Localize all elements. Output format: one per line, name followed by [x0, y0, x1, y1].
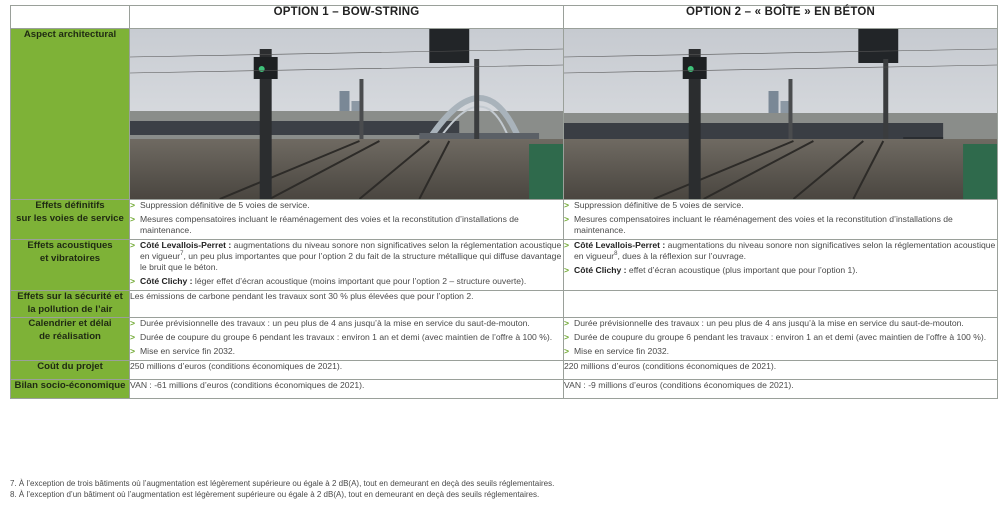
list-item: > Suppression définitive de 5 voies de service. — [130, 200, 310, 210]
comparison-table — [10, 5, 998, 399]
row-label-cout: Coût du projet — [11, 360, 130, 379]
bilan-option2: VAN : -9 millions d’euros (conditions économiques de 2021). — [564, 379, 998, 398]
header-row — [11, 6, 998, 29]
row-voies — [11, 200, 998, 240]
chevron-right-icon: > — [130, 214, 136, 224]
bilan-option1: VAN : -61 millions d’euros (conditions économiques de 2021). — [130, 379, 564, 398]
list-item: > Suppression définitive de 5 voies de service. — [564, 200, 744, 210]
row-label-bilan: Bilan socio-économique — [11, 379, 130, 398]
voies-option2 — [564, 200, 998, 240]
securite-option2 — [564, 291, 998, 318]
cout-option1: 250 millions d’euros (conditions économiques de 2021). — [130, 360, 564, 379]
row-aspect — [11, 29, 998, 200]
acoustique-option1 — [130, 240, 564, 291]
chevron-right-icon: > — [564, 200, 570, 210]
list-item: > Côté Clichy : léger effet d’écran acoustique (moins important que pour l’option 2 – structure ouverte). — [130, 276, 527, 286]
chevron-right-icon: > — [564, 345, 570, 356]
option2-header: OPTION 2 – « BOÎTE » EN BÉTON — [564, 6, 998, 29]
row-label-securite: Effets sur la sécurité et la pollution de l’air — [11, 291, 130, 318]
option1-render-image — [130, 29, 564, 200]
bowstring-bridge-image — [130, 29, 563, 199]
row-bilan — [11, 379, 998, 398]
list-item: > Mesures compensatoires incluant le réaménagement des voies et la reconstitution d’installations de maintenance. — [564, 214, 953, 235]
concrete-box-bridge-image — [564, 29, 997, 199]
row-label-acoustique: Effets acoustiques et vibratoires — [11, 240, 130, 291]
footnote-7: 7. À l’exception de trois bâtiments où l’augmentation est légèrement supérieure ou égale à 2 dB(A), tout en demeurant en deçà des seuils réglementaires. — [10, 479, 555, 488]
option1-header: OPTION 1 – BOW-STRING — [130, 6, 564, 29]
chevron-right-icon: > — [564, 317, 570, 328]
list-item: > Mise en service fin 2032. — [564, 345, 670, 356]
chevron-right-icon: > — [564, 331, 570, 342]
list-item: > Durée prévisionnelle des travaux : un peu plus de 4 ans jusqu’à la mise en service du saut-de-mouton. — [130, 317, 530, 328]
row-label-calendrier: Calendrier et délai de réalisation — [11, 317, 130, 360]
list-item: > Mise en service fin 2032. — [130, 345, 236, 356]
row-label-aspect: Aspect architectural — [11, 29, 130, 200]
list-item: > Côté Levallois-Perret : augmentations du niveau sonore non significatives selon la réglementation acoustique en vigueur$^7$, un peu plus importantes que pour l’option 2 du fait de la structure métallique qui diffuse davantage le bruit que le béton. — [130, 240, 562, 272]
chevron-right-icon: > — [564, 214, 570, 224]
chevron-right-icon: > — [130, 276, 136, 286]
option2-render-image — [564, 29, 998, 200]
chevron-right-icon: > — [564, 265, 570, 275]
list-item: > Côté Levallois-Perret : augmentations du niveau sonore non significatives selon la réglementation acoustique en vigueur$^8$, dues à la réflexion sur l’ouvrage. — [564, 240, 996, 261]
row-calendrier — [11, 317, 998, 360]
chevron-right-icon: > — [130, 240, 136, 250]
calendrier-option2 — [564, 317, 998, 360]
cout-option2: 220 millions d’euros (conditions économiques de 2021). — [564, 360, 998, 379]
acoustique-option2 — [564, 240, 998, 291]
row-acoustique — [11, 240, 998, 291]
chevron-right-icon: > — [130, 331, 136, 342]
header-corner — [11, 6, 130, 29]
voies-option1 — [130, 200, 564, 240]
row-cout — [11, 360, 998, 379]
list-item: > Durée de coupure du groupe 6 pendant les travaux : environ 1 an et demi (avec maintien de l’offre à 100 %). — [130, 331, 553, 342]
calendrier-option1 — [130, 317, 564, 360]
chevron-right-icon: > — [130, 345, 136, 356]
list-item: > Côté Clichy : effet d’écran acoustique (plus important que pour l’option 1). — [564, 265, 858, 275]
chevron-right-icon: > — [564, 240, 570, 250]
list-item: > Mesures compensatoires incluant le réaménagement des voies et la reconstitution d’installations de maintenance. — [130, 214, 519, 235]
footnote-8: 8. À l’exception d’un bâtiment où l’augmentation est légèrement supérieure ou égale à 2 dB(A), tout en demeurant en deçà des seuils réglementaires. — [10, 490, 540, 499]
chevron-right-icon: > — [130, 317, 136, 328]
list-item: > Durée de coupure du groupe 6 pendant les travaux : environ 1 an et demi (avec maintien de l’offre à 100 %). — [564, 331, 987, 342]
securite-option1: Les émissions de carbone pendant les travaux sont 30 % plus élevées que pour l’option 2. — [130, 291, 564, 318]
list-item: > Durée prévisionnelle des travaux : un peu plus de 4 ans jusqu’à la mise en service du saut-de-mouton. — [564, 317, 964, 328]
row-securite — [11, 291, 998, 318]
chevron-right-icon: > — [130, 200, 136, 210]
row-label-voies: Effets définitifs sur les voies de service — [11, 200, 130, 240]
